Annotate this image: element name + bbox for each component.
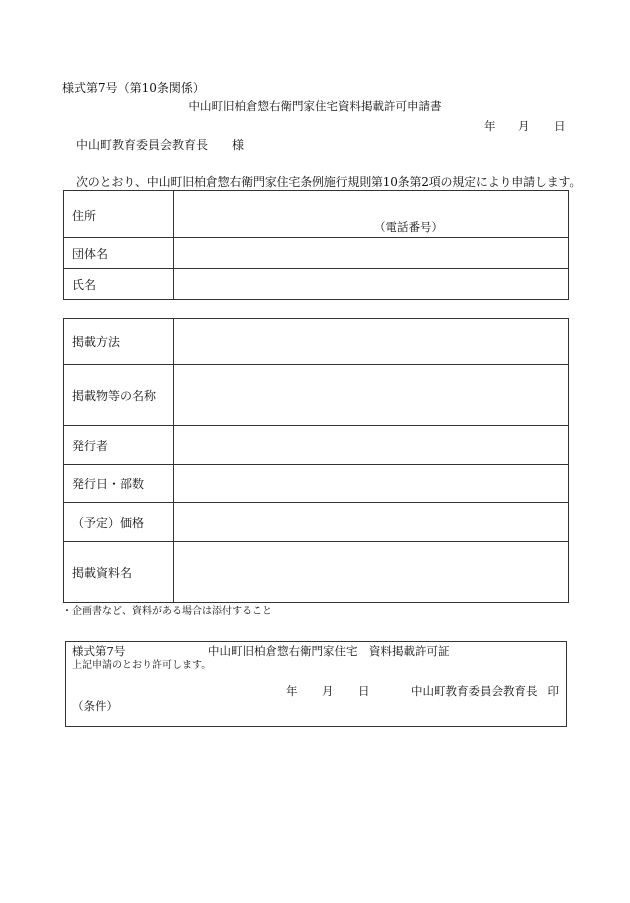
material-name-label: 掲載資料名 [64, 542, 174, 603]
name-field[interactable] [174, 269, 569, 300]
permit-title: 中山町旧柏倉惣右衛門家住宅 資料掲載許可証 [208, 644, 450, 658]
price-label: （予定）価格 [64, 503, 174, 542]
publication-title-field[interactable] [174, 365, 569, 426]
material-name-field[interactable] [174, 542, 569, 603]
permit-statement: 上記申請のとおり許可します。 [72, 660, 212, 671]
permit-box [65, 641, 567, 727]
document-title: 中山町旧柏倉惣右衛門家住宅資料掲載許可申請書 [188, 99, 442, 113]
permit-form-number: 様式第7号 [72, 644, 126, 658]
price-field[interactable] [174, 503, 569, 542]
permit-conditions-label: （条件） [72, 699, 118, 713]
publication-method-label: 掲載方法 [64, 319, 174, 365]
application-date [484, 121, 566, 133]
address-label: 住所 [72, 209, 97, 223]
addressee [76, 139, 244, 151]
intro-text: 次のとおり、中山町旧柏倉惣右衛門家住宅条例施行規則第10条第2項の規定により申請します。 [76, 175, 582, 189]
name-label: 氏名 [64, 269, 174, 300]
permit-date-month: 月 [322, 684, 334, 698]
phone-label: （電話番号） [374, 220, 443, 234]
address-field[interactable] [174, 191, 569, 238]
permit-date [286, 686, 370, 698]
addressee-name: 中山町教育委員会教育長 [76, 138, 209, 152]
publication-table [63, 318, 569, 603]
seal-mark: 印 [547, 684, 559, 698]
address-label-cell [64, 191, 174, 238]
organization-label: 団体名 [64, 238, 174, 269]
issue-date-copies-field[interactable] [174, 465, 569, 503]
issue-date-copies-label: 発行日・部数 [64, 465, 174, 503]
publication-method-field[interactable] [174, 319, 569, 365]
publication-title-label: 掲載物等の名称 [64, 365, 174, 426]
date-month: 月 [518, 119, 530, 133]
publisher-field[interactable] [174, 426, 569, 465]
addressee-honorific: 様 [232, 138, 245, 152]
date-day: 日 [554, 119, 566, 133]
permit-issuer [411, 686, 559, 698]
applicant-table [63, 190, 569, 300]
publisher-label: 発行者 [64, 426, 174, 465]
permit-date-day: 日 [358, 684, 370, 698]
organization-field[interactable] [174, 238, 569, 269]
permit-date-year: 年 [286, 684, 298, 698]
date-year: 年 [484, 119, 496, 133]
attachment-note: ・企画書など、資料がある場合は添付すること [62, 606, 272, 617]
permit-issuer-name: 中山町教育委員会教育長 [411, 684, 538, 698]
form-number: 様式第7号（第10条関係） [62, 81, 205, 95]
